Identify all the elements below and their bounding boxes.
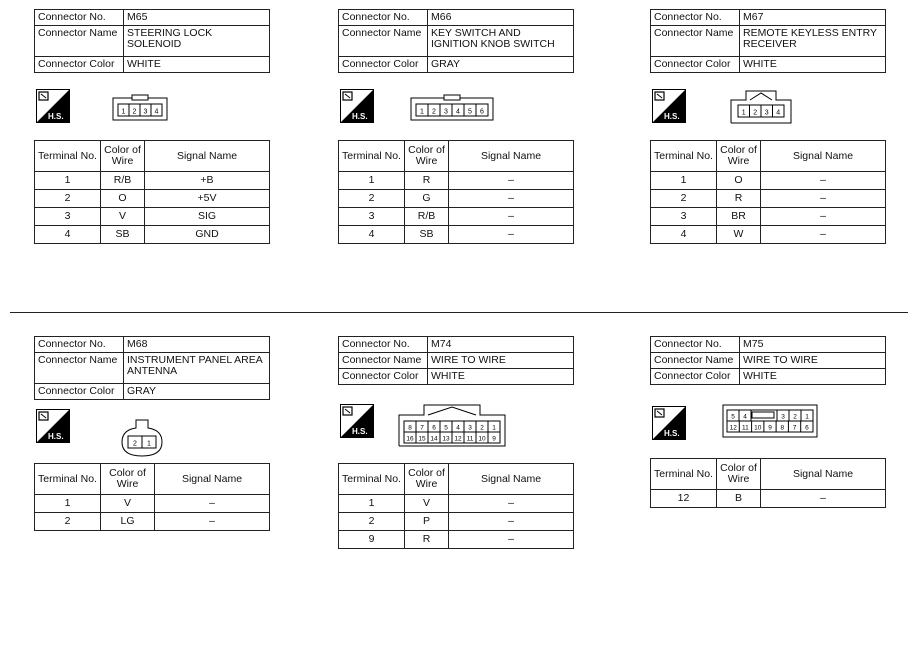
label-connector-no: Connector No. <box>339 10 428 26</box>
connector-m68-info <box>34 336 270 400</box>
label-connector-color: Connector Color <box>35 384 124 400</box>
pin-label: 4 <box>776 109 781 117</box>
pin-label: 1 <box>121 108 126 116</box>
label-connector-no: Connector No. <box>35 337 124 353</box>
pin-label: 12 <box>454 435 462 443</box>
connector-m74-info <box>338 336 574 385</box>
terminal-table-m67 <box>650 140 886 244</box>
connector-color: WHITE <box>428 369 574 385</box>
connector-color: GRAY <box>428 57 574 73</box>
pin-label: 4 <box>456 108 460 116</box>
connector-name: STEERING LOCK SOLENOID <box>124 26 270 57</box>
pin-label: 1 <box>147 440 151 448</box>
label-connector-name: Connector Name <box>339 353 428 369</box>
table-row: 2 LG – <box>35 513 270 531</box>
header-terminal: Terminal No. <box>35 141 101 172</box>
connector-number: M74 <box>428 337 574 353</box>
label-connector-color: Connector Color <box>35 57 124 73</box>
pin-label: 12 <box>729 424 737 432</box>
terminal-table-m68 <box>34 463 270 531</box>
pin-label: 11 <box>466 435 474 443</box>
pin-label: 6 <box>480 108 484 116</box>
table-row: 4 SB GND <box>35 226 270 244</box>
pin-label: 2 <box>133 440 137 448</box>
pin-label: 13 <box>442 435 450 443</box>
pin-label: 5 <box>468 108 472 116</box>
header-wire-color: Color of Wire <box>717 459 761 490</box>
connector-face-m75 <box>722 404 818 438</box>
header-terminal: Terminal No. <box>651 459 717 490</box>
pin-label: 6 <box>805 424 809 432</box>
header-terminal: Terminal No. <box>339 141 405 172</box>
pin-label: 1 <box>805 413 809 421</box>
pin-label: 16 <box>406 435 414 443</box>
hs-label: H.S. <box>48 432 64 441</box>
pin-label: 2 <box>793 413 797 421</box>
connector-m67-info <box>650 9 886 73</box>
connector-face-m67 <box>730 90 792 124</box>
pin-label: 1 <box>741 109 746 117</box>
harness-side-icon <box>340 404 374 438</box>
connector-number: M75 <box>740 337 886 353</box>
connector-number: M65 <box>124 10 270 26</box>
pin-label: 3 <box>781 413 785 421</box>
table-row: 2 R – <box>651 190 886 208</box>
pin-label: 8 <box>780 424 785 432</box>
connector-face-m65 <box>112 94 168 122</box>
header-signal: Signal Name <box>761 141 886 172</box>
table-row: 1 V – <box>35 495 270 513</box>
connector-number: M67 <box>740 10 886 26</box>
label-connector-color: Connector Color <box>651 369 740 385</box>
harness-side-icon <box>652 89 686 123</box>
hs-label: H.S. <box>352 427 368 436</box>
header-terminal: Terminal No. <box>339 464 405 495</box>
label-connector-no: Connector No. <box>651 337 740 353</box>
table-row: 2 O +5V <box>35 190 270 208</box>
connector-m65-info <box>34 9 270 73</box>
header-wire-color: Color of Wire <box>405 141 449 172</box>
connector-number: M68 <box>124 337 270 353</box>
pin-label: 8 <box>408 424 412 432</box>
table-row: 1 V – <box>339 495 574 513</box>
pin-label: 3 <box>468 424 472 432</box>
connector-name: KEY SWITCH AND IGNITION KNOB SWITCH <box>428 26 574 57</box>
terminal-table-m65 <box>34 140 270 244</box>
harness-side-icon <box>36 409 70 443</box>
table-row: 2 G – <box>339 190 574 208</box>
connector-name: WIRE TO WIRE <box>740 353 886 369</box>
header-wire-color: Color of Wire <box>405 464 449 495</box>
table-row: 2 P – <box>339 513 574 531</box>
terminal-table-m75 <box>650 458 886 508</box>
table-row: 4 W – <box>651 226 886 244</box>
pin-label: 3 <box>444 108 448 116</box>
connector-face-m74 <box>398 403 506 447</box>
label-connector-name: Connector Name <box>35 26 124 57</box>
pin-label: 5 <box>444 424 448 432</box>
header-wire-color: Color of Wire <box>101 141 145 172</box>
table-row: 4 SB – <box>339 226 574 244</box>
pin-label: 9 <box>492 435 496 443</box>
header-wire-color: Color of Wire <box>101 464 155 495</box>
connector-name: REMOTE KEYLESS ENTRY RECEIVER <box>740 26 886 57</box>
header-wire-color: Color of Wire <box>717 141 761 172</box>
section-divider <box>10 312 908 313</box>
pin-label: 7 <box>420 424 424 432</box>
table-row: 3 R/B – <box>339 208 574 226</box>
header-terminal: Terminal No. <box>651 141 717 172</box>
pin-label: 4 <box>154 108 159 116</box>
pin-label: 5 <box>731 413 735 421</box>
pin-label: 2 <box>132 108 137 116</box>
hs-label: H.S. <box>48 112 64 121</box>
harness-side-icon <box>340 89 374 123</box>
hs-label: H.S. <box>352 112 368 121</box>
terminal-table-m66 <box>338 140 574 244</box>
connector-name: WIRE TO WIRE <box>428 353 574 369</box>
pin-label: 2 <box>480 424 484 432</box>
table-row: 9 R – <box>339 531 574 549</box>
pin-label: 2 <box>432 108 436 116</box>
table-row: 3 V SIG <box>35 208 270 226</box>
harness-side-icon <box>36 89 70 123</box>
pin-label: 3 <box>764 109 769 117</box>
hs-label: H.S. <box>664 112 680 121</box>
pin-label: 2 <box>753 109 758 117</box>
connector-m75-info <box>650 336 886 385</box>
table-row: 3 BR – <box>651 208 886 226</box>
connector-color: GRAY <box>124 384 270 400</box>
label-connector-no: Connector No. <box>651 10 740 26</box>
label-connector-color: Connector Color <box>339 369 428 385</box>
label-connector-color: Connector Color <box>339 57 428 73</box>
pin-label: 1 <box>492 424 496 432</box>
label-connector-no: Connector No. <box>339 337 428 353</box>
pin-label: 10 <box>754 424 762 432</box>
label-connector-name: Connector Name <box>651 353 740 369</box>
connector-face-m66 <box>410 94 494 122</box>
header-signal: Signal Name <box>155 464 270 495</box>
table-row: 12 B – <box>651 490 886 508</box>
pin-label: 15 <box>418 435 426 443</box>
label-connector-name: Connector Name <box>339 26 428 57</box>
connector-color: WHITE <box>124 57 270 73</box>
pin-label: 9 <box>768 424 772 432</box>
pin-label: 14 <box>430 435 438 443</box>
label-connector-name: Connector Name <box>651 26 740 57</box>
pin-label: 11 <box>742 424 749 432</box>
label-connector-name: Connector Name <box>35 353 124 384</box>
header-signal: Signal Name <box>761 459 886 490</box>
table-row: 1 O – <box>651 172 886 190</box>
pin-label: 1 <box>420 108 424 116</box>
harness-side-icon <box>652 406 686 440</box>
pin-label: 10 <box>478 435 486 443</box>
connector-color: WHITE <box>740 57 886 73</box>
pin-label: 6 <box>432 424 436 432</box>
pin-label: 4 <box>743 413 747 421</box>
terminal-table-m74 <box>338 463 574 549</box>
header-signal: Signal Name <box>145 141 270 172</box>
header-signal: Signal Name <box>449 141 574 172</box>
pin-label: 4 <box>456 424 460 432</box>
label-connector-no: Connector No. <box>35 10 124 26</box>
connector-name: INSTRUMENT PANEL AREA ANTENNA <box>124 353 270 384</box>
connector-color: WHITE <box>740 369 886 385</box>
table-row: 1 R – <box>339 172 574 190</box>
connector-m66-info <box>338 9 574 73</box>
table-row: 1 R/B +B <box>35 172 270 190</box>
pin-label: 3 <box>143 108 148 116</box>
header-signal: Signal Name <box>449 464 574 495</box>
pin-label: 7 <box>792 424 797 432</box>
connector-face-m68 <box>118 418 166 458</box>
connector-number: M66 <box>428 10 574 26</box>
label-connector-color: Connector Color <box>651 57 740 73</box>
hs-label: H.S. <box>664 429 680 438</box>
header-terminal: Terminal No. <box>35 464 101 495</box>
